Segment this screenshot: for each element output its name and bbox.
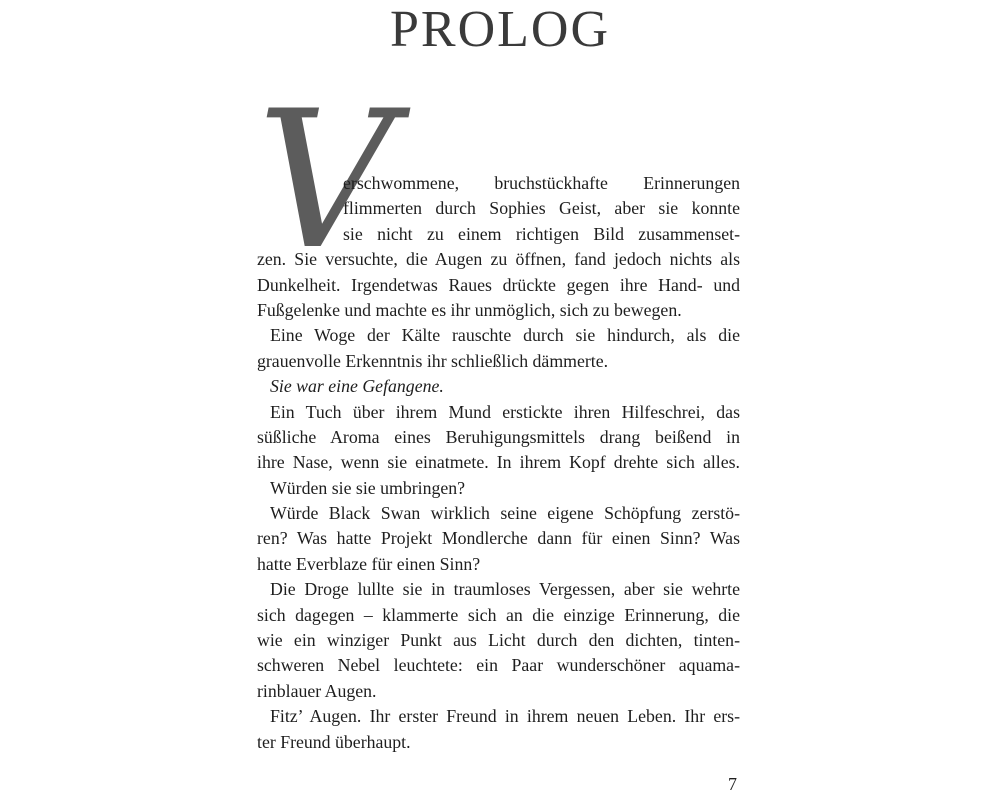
text-line: ren? Was hatte Projekt Mondlerche dann für einen Sinn? Was bbox=[257, 528, 740, 549]
text-line: wie ein winziger Punkt aus Licht durch den dichten, tinten- bbox=[257, 630, 740, 651]
text-line: sie nicht zu einem richtigen Bild zusammenset- bbox=[343, 223, 740, 244]
text-line: Die Droge lullte sie in traumloses Vergessen, aber sie wehrte bbox=[270, 579, 740, 600]
page-number: 7 bbox=[728, 774, 737, 794]
text-line: schweren Nebel leuchtete: ein Paar wunderschöner aquama- bbox=[257, 655, 740, 676]
text-line: Ein Tuch über ihrem Mund erstickte ihren Hilfeschrei, das bbox=[270, 401, 740, 422]
text-line: hatte Everblaze für einen Sinn? bbox=[257, 553, 481, 574]
text-line: erschwommene, bruchstückhafte Erinnerungen bbox=[343, 173, 740, 193]
text-line: Würde Black Swan wirklich seine eigene Schöpfung zerstö- bbox=[270, 503, 740, 524]
text-line: Fitz’ Augen. Ihr erster Freund in ihrem neuen Leben. Ihr ers- bbox=[270, 706, 740, 727]
chapter-title: PROLOG bbox=[389, 1, 611, 58]
text-line: Fußgelenke und machte es ihr unmöglich, sich zu bewegen. bbox=[257, 299, 682, 320]
text-line: grauenvolle Erkenntnis ihr schließlich dämmerte. bbox=[257, 350, 609, 371]
text-line: Dunkelheit. Irgendetwas Raues drückte gegen ihre Hand- und bbox=[257, 274, 740, 295]
text-line: süßliche Aroma eines Beruhigungsmittels drang beißend in bbox=[257, 426, 740, 447]
text-line: flimmerten durch Sophies Geist, aber sie konnte bbox=[343, 198, 740, 219]
text-line: ihre Nase, wenn sie einatmete. In ihrem Kopf drehte sich alles. bbox=[257, 452, 740, 473]
text-line: Sie war eine Gefangene. bbox=[270, 376, 444, 397]
text-line: zen. Sie versuchte, die Augen zu öffnen, fand jedoch nichts als bbox=[257, 249, 740, 270]
text-line: Eine Woge der Kälte rauschte durch sie hindurch, als die bbox=[270, 325, 740, 346]
text-line: sich dagegen – klammerte sich an die einzige Erinnerung, die bbox=[257, 604, 740, 625]
text-line: Würden sie sie umbringen? bbox=[270, 477, 466, 498]
drop-cap: V bbox=[257, 70, 395, 291]
text-line: ter Freund überhaupt. bbox=[257, 731, 411, 752]
text-line: rinblauer Augen. bbox=[257, 680, 377, 701]
body-text bbox=[257, 171, 740, 755]
